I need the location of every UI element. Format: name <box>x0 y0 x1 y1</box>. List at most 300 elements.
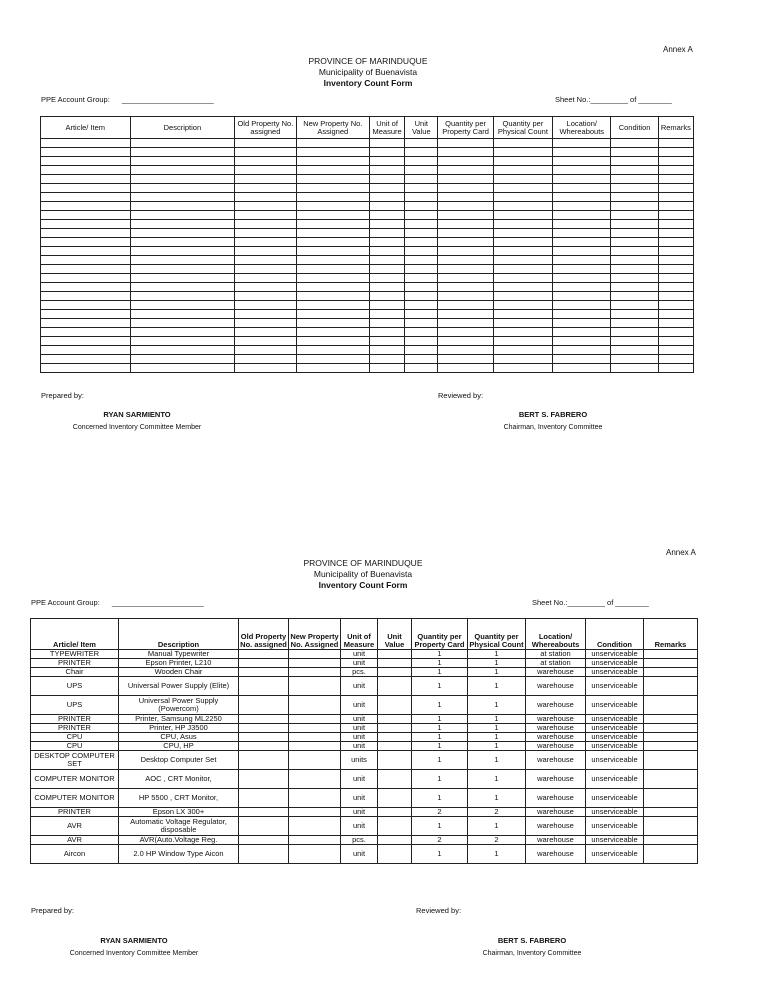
blank-cell[interactable] <box>41 139 131 148</box>
blank-cell[interactable] <box>130 319 235 328</box>
blank-cell[interactable] <box>130 328 235 337</box>
blank-cell[interactable] <box>235 175 296 184</box>
blank-cell[interactable] <box>493 157 552 166</box>
blank-cell[interactable] <box>370 220 405 229</box>
blank-cell[interactable] <box>438 256 493 265</box>
blank-cell[interactable] <box>611 301 658 310</box>
blank-cell[interactable] <box>405 184 438 193</box>
blank-cell[interactable] <box>553 211 611 220</box>
blank-cell[interactable] <box>658 193 693 202</box>
blank-cell[interactable] <box>370 193 405 202</box>
description-header: Description <box>130 117 235 139</box>
blank-cell[interactable] <box>611 220 658 229</box>
blank-cell[interactable] <box>405 157 438 166</box>
blank-cell[interactable] <box>493 238 552 247</box>
blank-cell[interactable] <box>553 301 611 310</box>
blank-cell[interactable] <box>658 229 693 238</box>
blank-cell[interactable] <box>130 256 235 265</box>
blank-cell[interactable] <box>370 256 405 265</box>
blank-cell[interactable] <box>41 175 131 184</box>
blank-cell[interactable] <box>130 310 235 319</box>
blank-cell[interactable] <box>658 175 693 184</box>
blank-cell[interactable] <box>296 229 369 238</box>
blank-cell[interactable] <box>370 346 405 355</box>
blank-cell[interactable] <box>235 202 296 211</box>
blank-cell[interactable] <box>438 292 493 301</box>
blank-cell[interactable] <box>235 193 296 202</box>
blank-cell[interactable] <box>658 319 693 328</box>
blank-cell[interactable] <box>438 139 493 148</box>
blank-cell[interactable] <box>41 157 131 166</box>
blank-cell[interactable] <box>611 139 658 148</box>
blank-cell[interactable] <box>553 310 611 319</box>
blank-cell[interactable] <box>438 265 493 274</box>
blank-cell[interactable] <box>658 337 693 346</box>
old-property-cell <box>239 817 289 836</box>
blank-cell[interactable] <box>41 328 131 337</box>
blank-cell[interactable] <box>553 166 611 175</box>
blank-cell[interactable] <box>405 220 438 229</box>
blank-row <box>41 292 694 301</box>
blank-cell[interactable] <box>130 202 235 211</box>
blank-cell[interactable] <box>493 193 552 202</box>
blank-cell[interactable] <box>493 175 552 184</box>
blank-cell[interactable] <box>370 229 405 238</box>
blank-cell[interactable] <box>493 166 552 175</box>
blank-cell[interactable] <box>41 229 131 238</box>
blank-cell[interactable] <box>296 211 369 220</box>
blank-cell[interactable] <box>235 319 296 328</box>
blank-cell[interactable] <box>658 238 693 247</box>
blank-cell[interactable] <box>130 292 235 301</box>
blank-cell[interactable] <box>130 274 235 283</box>
blank-cell[interactable] <box>611 364 658 373</box>
blank-cell[interactable] <box>296 274 369 283</box>
blank-cell[interactable] <box>235 229 296 238</box>
blank-cell[interactable] <box>370 283 405 292</box>
blank-cell[interactable] <box>553 184 611 193</box>
blank-cell[interactable] <box>235 355 296 364</box>
blank-cell[interactable] <box>405 211 438 220</box>
blank-cell[interactable] <box>438 355 493 364</box>
blank-cell[interactable] <box>405 283 438 292</box>
blank-cell[interactable] <box>493 310 552 319</box>
blank-cell[interactable] <box>370 355 405 364</box>
blank-cell[interactable] <box>296 202 369 211</box>
blank-cell[interactable] <box>611 148 658 157</box>
blank-cell[interactable] <box>553 337 611 346</box>
article-cell: UPS <box>31 696 119 715</box>
blank-cell[interactable] <box>296 337 369 346</box>
blank-row <box>41 193 694 202</box>
blank-cell[interactable] <box>611 229 658 238</box>
blank-cell[interactable] <box>296 346 369 355</box>
blank-cell[interactable] <box>296 310 369 319</box>
blank-cell[interactable] <box>611 175 658 184</box>
blank-cell[interactable] <box>438 319 493 328</box>
blank-cell[interactable] <box>405 274 438 283</box>
blank-cell[interactable] <box>438 238 493 247</box>
blank-cell[interactable] <box>130 364 235 373</box>
blank-cell[interactable] <box>41 202 131 211</box>
blank-cell[interactable] <box>405 292 438 301</box>
blank-cell[interactable] <box>405 229 438 238</box>
blank-cell[interactable] <box>370 166 405 175</box>
blank-cell[interactable] <box>41 292 131 301</box>
blank-cell[interactable] <box>438 229 493 238</box>
blank-cell[interactable] <box>41 166 131 175</box>
blank-cell[interactable] <box>611 355 658 364</box>
blank-cell[interactable] <box>130 148 235 157</box>
blank-cell[interactable] <box>611 265 658 274</box>
blank-cell[interactable] <box>41 319 131 328</box>
blank-cell[interactable] <box>658 211 693 220</box>
blank-cell[interactable] <box>553 193 611 202</box>
blank-cell[interactable] <box>235 238 296 247</box>
blank-cell[interactable] <box>658 184 693 193</box>
blank-cell[interactable] <box>296 364 369 373</box>
blank-cell[interactable] <box>296 265 369 274</box>
blank-cell[interactable] <box>493 283 552 292</box>
blank-cell[interactable] <box>370 328 405 337</box>
blank-cell[interactable] <box>130 247 235 256</box>
blank-cell[interactable] <box>41 310 131 319</box>
blank-cell[interactable] <box>405 202 438 211</box>
blank-cell[interactable] <box>611 157 658 166</box>
blank-cell[interactable] <box>130 139 235 148</box>
blank-cell[interactable] <box>405 301 438 310</box>
blank-cell[interactable] <box>493 184 552 193</box>
blank-cell[interactable] <box>296 301 369 310</box>
blank-cell[interactable] <box>611 283 658 292</box>
blank-cell[interactable] <box>553 157 611 166</box>
blank-cell[interactable] <box>405 148 438 157</box>
blank-cell[interactable] <box>553 319 611 328</box>
blank-cell[interactable] <box>658 139 693 148</box>
blank-cell[interactable] <box>553 283 611 292</box>
blank-cell[interactable] <box>41 346 131 355</box>
blank-cell[interactable] <box>370 202 405 211</box>
blank-cell[interactable] <box>41 220 131 229</box>
blank-cell[interactable] <box>296 184 369 193</box>
blank-cell[interactable] <box>658 328 693 337</box>
blank-cell[interactable] <box>438 157 493 166</box>
blank-cell[interactable] <box>130 184 235 193</box>
blank-cell[interactable] <box>41 355 131 364</box>
blank-cell[interactable] <box>493 292 552 301</box>
blank-cell[interactable] <box>553 139 611 148</box>
blank-cell[interactable] <box>493 265 552 274</box>
blank-cell[interactable] <box>405 310 438 319</box>
blank-cell[interactable] <box>296 166 369 175</box>
blank-cell[interactable] <box>130 211 235 220</box>
blank-cell[interactable] <box>405 193 438 202</box>
blank-cell[interactable] <box>611 193 658 202</box>
blank-cell[interactable] <box>370 310 405 319</box>
blank-cell[interactable] <box>405 247 438 256</box>
blank-cell[interactable] <box>553 220 611 229</box>
blank-cell[interactable] <box>130 346 235 355</box>
blank-cell[interactable] <box>370 292 405 301</box>
blank-cell[interactable] <box>553 328 611 337</box>
blank-cell[interactable] <box>553 346 611 355</box>
blank-cell[interactable] <box>493 364 552 373</box>
blank-cell[interactable] <box>611 274 658 283</box>
blank-cell[interactable] <box>41 247 131 256</box>
blank-cell[interactable] <box>438 283 493 292</box>
blank-cell[interactable] <box>130 166 235 175</box>
blank-cell[interactable] <box>553 292 611 301</box>
blank-cell[interactable] <box>130 301 235 310</box>
blank-cell[interactable] <box>405 238 438 247</box>
blank-cell[interactable] <box>553 148 611 157</box>
blank-cell[interactable] <box>611 211 658 220</box>
blank-cell[interactable] <box>370 175 405 184</box>
blank-cell[interactable] <box>235 220 296 229</box>
blank-cell[interactable] <box>438 346 493 355</box>
blank-cell[interactable] <box>296 256 369 265</box>
blank-cell[interactable] <box>235 247 296 256</box>
blank-cell[interactable] <box>493 337 552 346</box>
blank-cell[interactable] <box>658 166 693 175</box>
blank-cell[interactable] <box>296 175 369 184</box>
blank-cell[interactable] <box>553 256 611 265</box>
blank-cell[interactable] <box>658 364 693 373</box>
blank-cell[interactable] <box>493 229 552 238</box>
blank-cell[interactable] <box>658 274 693 283</box>
blank-cell[interactable] <box>438 193 493 202</box>
blank-cell[interactable] <box>611 292 658 301</box>
blank-cell[interactable] <box>296 319 369 328</box>
blank-cell[interactable] <box>493 346 552 355</box>
blank-cell[interactable] <box>493 220 552 229</box>
blank-cell[interactable] <box>41 337 131 346</box>
blank-cell[interactable] <box>611 328 658 337</box>
blank-cell[interactable] <box>296 148 369 157</box>
blank-cell[interactable] <box>370 319 405 328</box>
blank-cell[interactable] <box>41 193 131 202</box>
blank-cell[interactable] <box>493 328 552 337</box>
blank-cell[interactable] <box>658 310 693 319</box>
blank-cell[interactable] <box>658 355 693 364</box>
blank-cell[interactable] <box>405 139 438 148</box>
blank-cell[interactable] <box>553 247 611 256</box>
blank-cell[interactable] <box>405 166 438 175</box>
blank-cell[interactable] <box>296 238 369 247</box>
blank-cell[interactable] <box>235 148 296 157</box>
blank-cell[interactable] <box>611 319 658 328</box>
blank-cell[interactable] <box>235 265 296 274</box>
blank-cell[interactable] <box>553 238 611 247</box>
blank-cell[interactable] <box>405 346 438 355</box>
blank-cell[interactable] <box>493 247 552 256</box>
blank-cell[interactable] <box>611 238 658 247</box>
blank-cell[interactable] <box>658 148 693 157</box>
blank-cell[interactable] <box>493 301 552 310</box>
blank-cell[interactable] <box>493 202 552 211</box>
blank-cell[interactable] <box>235 346 296 355</box>
blank-cell[interactable] <box>41 364 131 373</box>
blank-cell[interactable] <box>296 139 369 148</box>
blank-cell[interactable] <box>370 274 405 283</box>
blank-cell[interactable] <box>130 193 235 202</box>
blank-cell[interactable] <box>370 148 405 157</box>
blank-cell[interactable] <box>235 256 296 265</box>
blank-cell[interactable] <box>611 247 658 256</box>
blank-cell[interactable] <box>658 220 693 229</box>
blank-cell[interactable] <box>296 220 369 229</box>
reviewed-signature <box>453 410 653 431</box>
blank-cell[interactable] <box>405 328 438 337</box>
blank-cell[interactable] <box>553 274 611 283</box>
blank-cell[interactable] <box>553 229 611 238</box>
blank-cell[interactable] <box>41 184 131 193</box>
blank-cell[interactable] <box>41 283 131 292</box>
blank-cell[interactable] <box>405 364 438 373</box>
blank-cell[interactable] <box>438 301 493 310</box>
blank-cell[interactable] <box>235 274 296 283</box>
blank-cell[interactable] <box>611 310 658 319</box>
blank-cell[interactable] <box>438 175 493 184</box>
blank-cell[interactable] <box>235 337 296 346</box>
table-row <box>31 789 698 808</box>
blank-cell[interactable] <box>611 184 658 193</box>
blank-cell[interactable] <box>370 139 405 148</box>
blank-cell[interactable] <box>370 211 405 220</box>
blank-cell[interactable] <box>370 157 405 166</box>
blank-cell[interactable] <box>296 157 369 166</box>
blank-cell[interactable] <box>405 265 438 274</box>
blank-cell[interactable] <box>611 337 658 346</box>
blank-cell[interactable] <box>235 328 296 337</box>
blank-cell[interactable] <box>658 247 693 256</box>
blank-cell[interactable] <box>438 337 493 346</box>
blank-cell[interactable] <box>553 265 611 274</box>
blank-cell[interactable] <box>493 274 552 283</box>
blank-cell[interactable] <box>611 202 658 211</box>
blank-cell[interactable] <box>235 166 296 175</box>
blank-cell[interactable] <box>438 364 493 373</box>
blank-cell[interactable] <box>405 175 438 184</box>
qty-count-cell: 2 <box>468 836 526 845</box>
blank-cell[interactable] <box>493 139 552 148</box>
blank-cell[interactable] <box>41 148 131 157</box>
blank-cell[interactable] <box>658 292 693 301</box>
unit-value-cell <box>378 724 412 733</box>
blank-cell[interactable] <box>41 211 131 220</box>
blank-cell[interactable] <box>438 328 493 337</box>
blank-cell[interactable] <box>130 229 235 238</box>
blank-cell[interactable] <box>553 364 611 373</box>
blank-cell[interactable] <box>438 247 493 256</box>
blank-cell[interactable] <box>130 337 235 346</box>
blank-cell[interactable] <box>370 337 405 346</box>
blank-cell[interactable] <box>658 256 693 265</box>
blank-cell[interactable] <box>405 337 438 346</box>
blank-cell[interactable] <box>296 283 369 292</box>
blank-cell[interactable] <box>130 283 235 292</box>
blank-cell[interactable] <box>611 346 658 355</box>
blank-cell[interactable] <box>235 157 296 166</box>
blank-cell[interactable] <box>41 265 131 274</box>
blank-cell[interactable] <box>130 220 235 229</box>
blank-cell[interactable] <box>235 283 296 292</box>
blank-cell[interactable] <box>130 175 235 184</box>
blank-cell[interactable] <box>370 364 405 373</box>
blank-cell[interactable] <box>370 265 405 274</box>
blank-cell[interactable] <box>493 211 552 220</box>
blank-cell[interactable] <box>493 148 552 157</box>
blank-cell[interactable] <box>438 202 493 211</box>
blank-cell[interactable] <box>296 193 369 202</box>
blank-cell[interactable] <box>235 139 296 148</box>
blank-cell[interactable] <box>41 256 131 265</box>
blank-cell[interactable] <box>130 355 235 364</box>
blank-cell[interactable] <box>405 319 438 328</box>
blank-cell[interactable] <box>130 238 235 247</box>
blank-cell[interactable] <box>296 292 369 301</box>
blank-cell[interactable] <box>611 166 658 175</box>
blank-cell[interactable] <box>438 274 493 283</box>
description-cell: Desktop Computer Set <box>119 751 239 770</box>
blank-cell[interactable] <box>235 211 296 220</box>
blank-cell[interactable] <box>438 211 493 220</box>
table-row <box>31 668 698 677</box>
blank-cell[interactable] <box>493 256 552 265</box>
blank-cell[interactable] <box>41 301 131 310</box>
blank-cell[interactable] <box>658 301 693 310</box>
blank-cell[interactable] <box>493 319 552 328</box>
blank-cell[interactable] <box>296 247 369 256</box>
blank-cell[interactable] <box>438 220 493 229</box>
blank-cell[interactable] <box>658 346 693 355</box>
blank-cell[interactable] <box>235 292 296 301</box>
blank-cell[interactable] <box>658 202 693 211</box>
blank-cell[interactable] <box>235 364 296 373</box>
blank-cell[interactable] <box>553 175 611 184</box>
blank-cell[interactable] <box>370 301 405 310</box>
blank-cell[interactable] <box>41 274 131 283</box>
blank-cell[interactable] <box>405 256 438 265</box>
location-header: Location/ Whereabouts <box>526 619 586 650</box>
blank-cell[interactable] <box>235 301 296 310</box>
blank-cell[interactable] <box>235 184 296 193</box>
blank-cell[interactable] <box>130 157 235 166</box>
blank-cell[interactable] <box>658 157 693 166</box>
blank-cell[interactable] <box>370 247 405 256</box>
article-cell: PRINTER <box>31 715 119 724</box>
blank-cell[interactable] <box>370 184 405 193</box>
blank-cell[interactable] <box>405 355 438 364</box>
blank-cell[interactable] <box>493 355 552 364</box>
blank-cell[interactable] <box>130 265 235 274</box>
blank-cell[interactable] <box>438 184 493 193</box>
blank-cell[interactable] <box>438 148 493 157</box>
blank-cell[interactable] <box>438 166 493 175</box>
blank-cell[interactable] <box>296 355 369 364</box>
blank-cell[interactable] <box>438 310 493 319</box>
blank-cell[interactable] <box>611 256 658 265</box>
blank-cell[interactable] <box>235 310 296 319</box>
blank-cell[interactable] <box>41 238 131 247</box>
blank-cell[interactable] <box>658 265 693 274</box>
blank-cell[interactable] <box>553 202 611 211</box>
blank-cell[interactable] <box>658 283 693 292</box>
condition-cell: unserviceable <box>586 808 644 817</box>
blank-cell[interactable] <box>553 355 611 364</box>
blank-cell[interactable] <box>370 238 405 247</box>
blank-cell[interactable] <box>296 328 369 337</box>
